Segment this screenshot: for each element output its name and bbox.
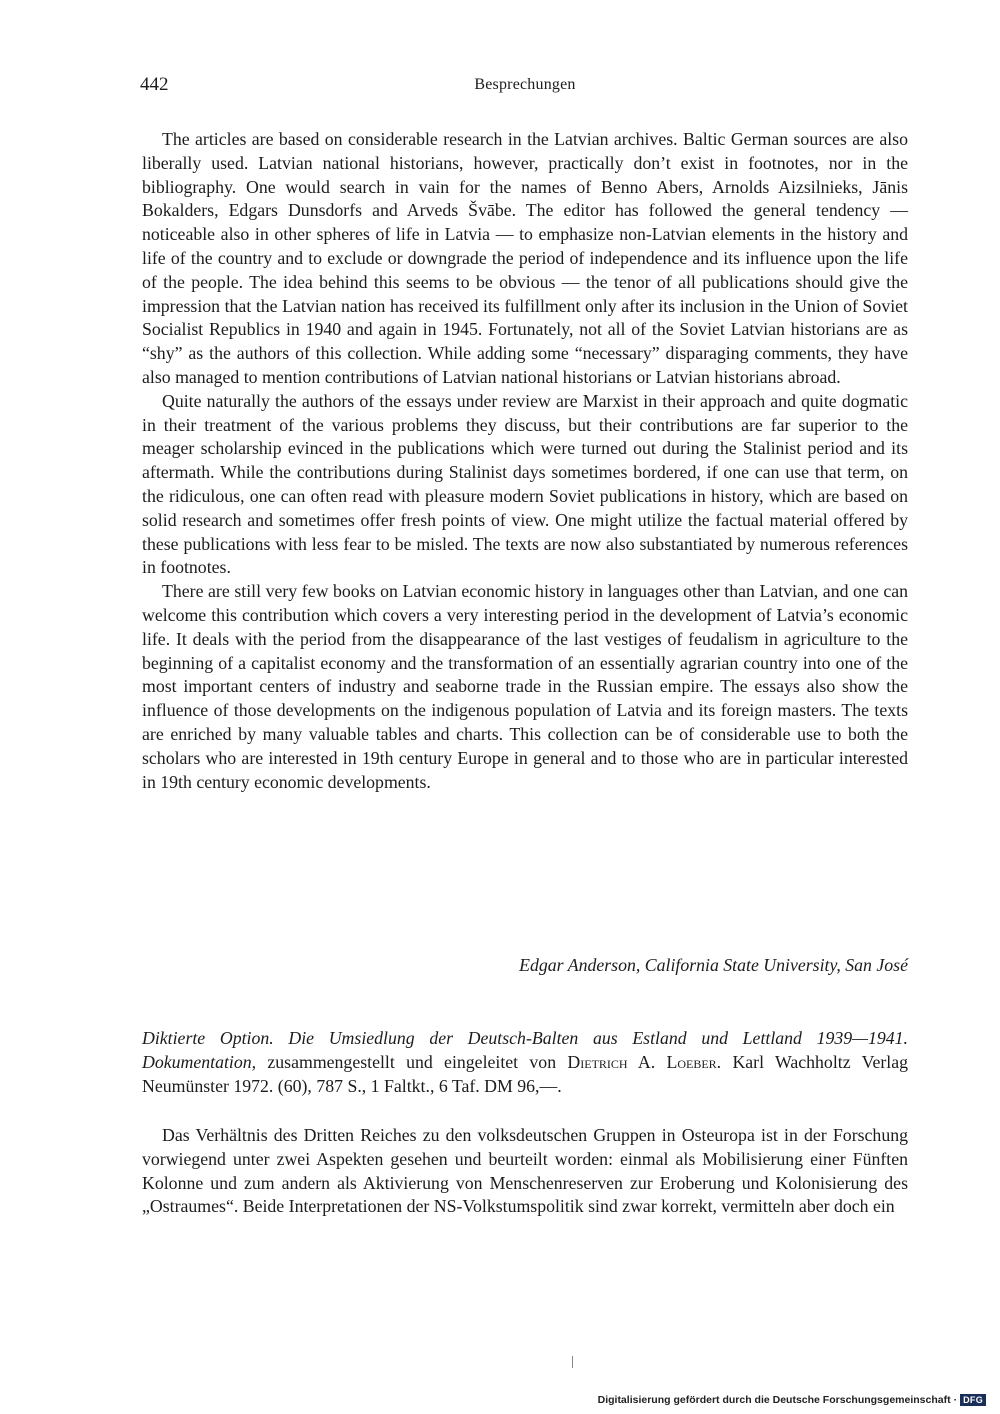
digitization-footer: Digitalisierung gefördert durch die Deutsche Forschungsgemeinschaft · DFG — [598, 1394, 986, 1406]
review-body-english — [142, 128, 908, 794]
page-header — [140, 74, 910, 102]
footer-credit: Digitalisierung gefördert durch die Deutsche Forschungsgemeinschaft — [597, 1394, 951, 1406]
paragraph: Das Verhältnis des Dritten Reiches zu den volksdeutschen Gruppen in Osteuropa ist in der Forschung vorwiegend unter zwei Aspekten gesehen und beurteilt worden: einmal als Mobilisierung einer Fünften Kolonne und zum andern als Aktivierung von Menschenreserven zur Eroberung und Kolonisierung des „Ostraumes“. Beide Interpretationen der NS-Volkstumspolitik sind zwar korrekt, vermitteln aber doch ein — [142, 1125, 908, 1217]
bibliographic-entry — [142, 1027, 908, 1098]
paragraph: There are still very few books on Latvian economic history in languages other than Latvian, and one can welcome this contribution which covers a very interesting period in the development of Latvia’s economic life. It deals with the period from the disappearance of the last vestiges of feudalism in agriculture to the beginning of a capitalist economy and the transformation of an essentially agrarian country into one of the most important centers of industry and seaborne trade in the Russian empire. The essays also show the influence of those developments on the indigenous population of Latvia and its foreign masters. The texts are enriched by many valuable tables and charts. This collection can be of considerable use to both the scholars who are interested in 19th century Europe in general and to those who are in particular interested in 19th century economic developments. — [142, 581, 908, 792]
dfg-logo-icon: DFG — [960, 1394, 986, 1406]
paragraph: The articles are based on considerable research in the Latvian archives. Baltic German sources are also liberally used. Latvian national historians, however, practically don’t exist in footnotes, nor in the bibliography. One would search in vain for the names of Benno Abers, Arnolds Aizsilnieks, Jānis Bokalders, Edgars Dunsdorfs and Arveds Švābe. The editor has followed the general tendency — noticeable also in other spheres of life in Latvia — to emphasize non-Latvian elements in the history and life of the country and to exclude or downgrade the period of independence and its influence upon the life of the people. The idea behind this seems to be obvious — the tenor of all publications should give the impression that the Latvian nation has received its fulfillment only after its inclusion in the Union of Soviet Socialist Republics in 1940 and again in 1945. Fortunately, not all of the Soviet Latvian historians are as “shy” as the authors of this collection. While adding some “necessary” disparaging comments, they have also managed to mention contributions of Latvian national historians or Latvian historians abroad. — [142, 129, 908, 387]
book-title: Diktierte Option. Die Umsiedlung der Deutsch-Balten aus Estland und Lettland 1939—1941. Dokumentation, — [142, 1028, 908, 1072]
publisher-details: Karl Wachholtz Verlag Neumünster 1972. (60), 787 S., 1 Faltkt., 6 Taf. DM 96,—. — [142, 1051, 908, 1096]
review-body-german — [142, 1124, 908, 1219]
scan-mark — [572, 1356, 573, 1368]
page-number: 442 — [140, 74, 169, 95]
running-head: Besprechungen — [474, 76, 576, 93]
compiled-by: zusammengestellt und eingeleitet von — [267, 1051, 557, 1072]
editor-name: Dietrich A. Loeber. — [567, 1051, 722, 1072]
reviewer-signature: Edgar Anderson, California State University, San José — [519, 955, 908, 975]
paragraph: Quite naturally the authors of the essays under review are Marxist in their approach and quite dogmatic in their treatment of the various problems they discuss, but their contributions are far superior to the meager scholarship evinced in the publications which were turned out during the Stalinist period and its aftermath. While the contributions during Stalinist days sometimes bordered, if one can use that term, on the ridiculous, one can often read with pleasure modern Soviet publications in history, which are based on solid research and sometimes offer fresh points of view. One might utilize the factual material offered by these publications with less fear to be misled. The texts are now also substantiated by numerous references in footnotes. — [142, 390, 908, 578]
